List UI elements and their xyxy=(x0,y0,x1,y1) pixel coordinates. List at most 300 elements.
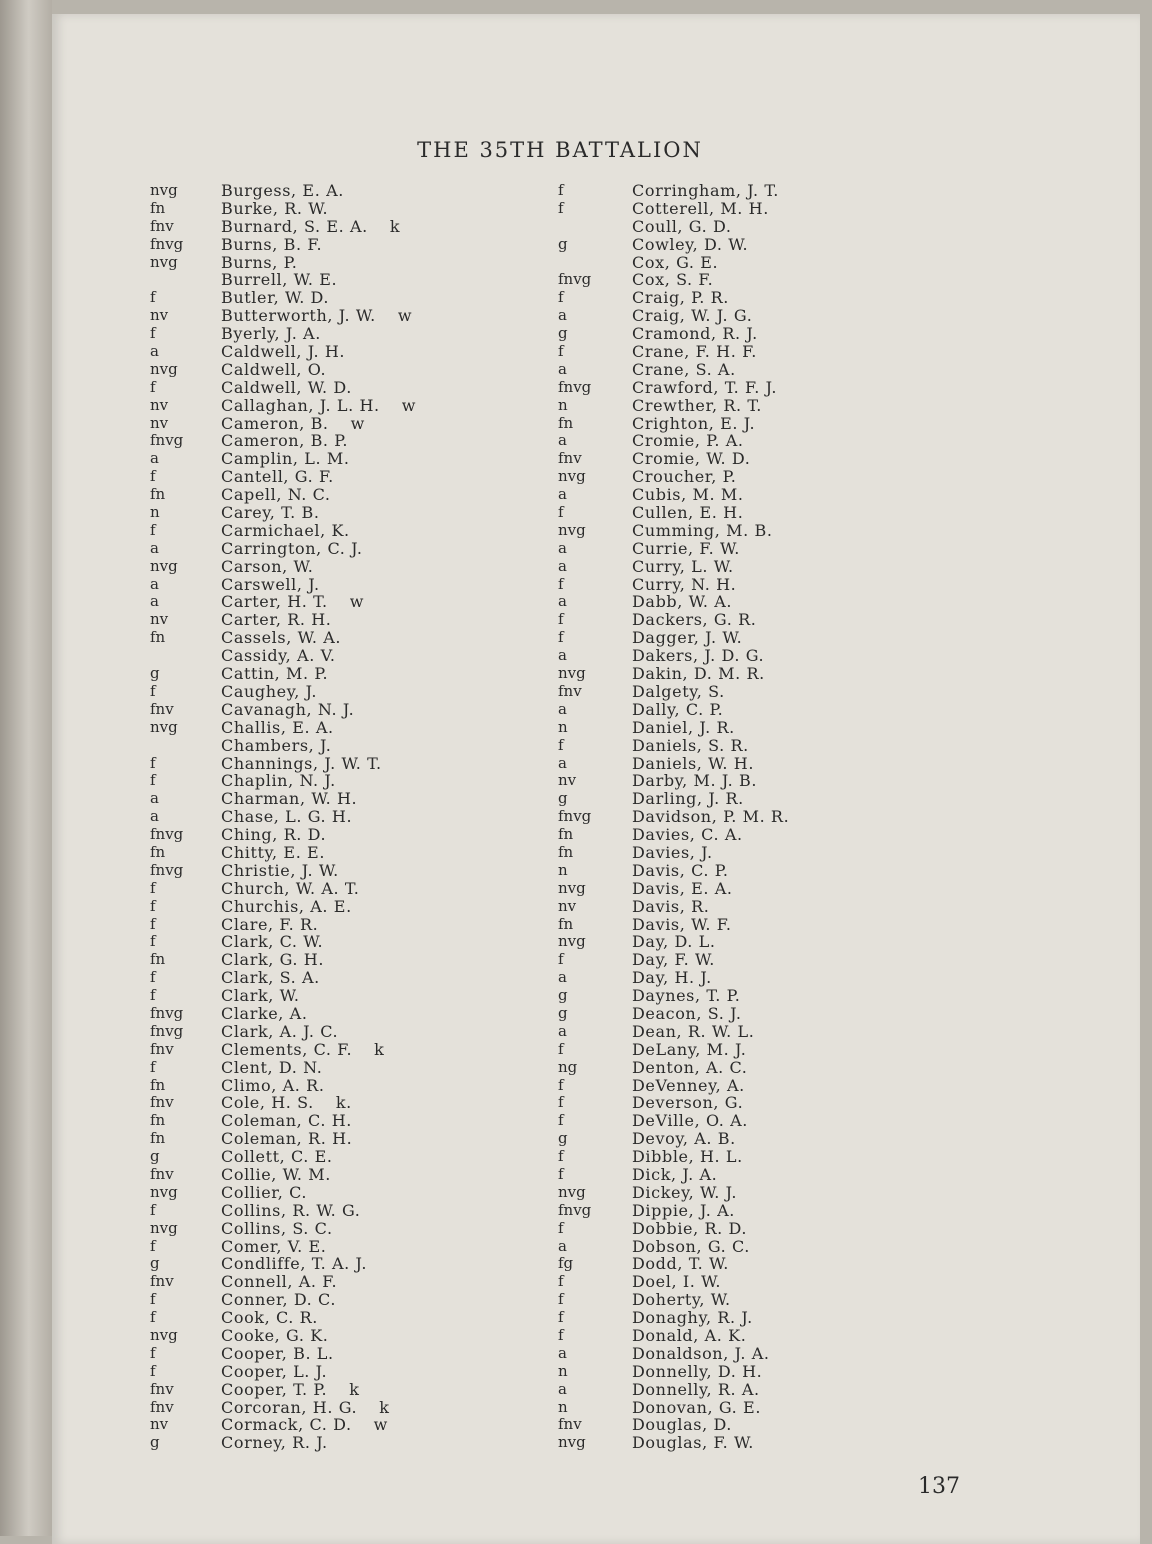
roll-entry xyxy=(150,254,570,272)
entry-name-text: Dagger, J. W. xyxy=(632,628,743,648)
entry-name-text: Daniels, S. R. xyxy=(632,735,749,755)
entry-name xyxy=(632,665,765,683)
roll-entry xyxy=(558,254,978,272)
roll-entry xyxy=(558,450,978,468)
entry-name-text: Caldwell, O. xyxy=(221,359,327,379)
roll-entry xyxy=(150,504,570,522)
roll-entry xyxy=(558,504,978,522)
entry-code: g xyxy=(558,234,568,253)
entry-name-text: Dally, C. P. xyxy=(632,699,724,719)
entry-code: fn xyxy=(558,914,574,933)
roll-entry xyxy=(150,415,570,433)
entry-code: nvg xyxy=(558,467,586,486)
entry-code: f xyxy=(150,1200,156,1219)
entry-code: a xyxy=(558,359,567,378)
entry-code: a xyxy=(558,753,567,772)
entry-name xyxy=(632,468,736,486)
entry-name-text: DeLany, M. J. xyxy=(632,1039,747,1059)
roll-entry xyxy=(150,808,570,826)
entry-name xyxy=(221,271,337,289)
roll-entry xyxy=(150,1005,570,1023)
entry-code: a xyxy=(558,431,567,450)
entry-name xyxy=(221,1041,384,1059)
entry-name xyxy=(632,1327,746,1345)
roll-entry xyxy=(150,647,570,665)
entry-name-text: Burnard, S. E. A. xyxy=(221,216,368,236)
entry-code: fnv xyxy=(150,1397,174,1416)
entry-name-text: Daynes, T. P. xyxy=(632,986,741,1006)
entry-name xyxy=(632,951,715,969)
entry-code: nv xyxy=(558,896,577,915)
entry-mark: w xyxy=(401,395,416,415)
entry-name-text: Corcoran, H. G. xyxy=(221,1397,358,1417)
roll-entry xyxy=(558,182,978,200)
entry-name-text: Day, D. L. xyxy=(632,932,716,952)
entry-name xyxy=(632,1166,717,1184)
entry-name-text: Clark, C. W. xyxy=(221,932,324,952)
roll-entry xyxy=(150,719,570,737)
entry-name-text: Davis, C. P. xyxy=(632,860,729,880)
roll-entry xyxy=(150,289,570,307)
entry-name xyxy=(632,1148,743,1166)
entry-name-text: Doherty, W. xyxy=(632,1290,731,1310)
entry-name-text: Daniels, W. H. xyxy=(632,753,755,773)
entry-name-text: Cotterell, M. H. xyxy=(632,198,769,218)
roll-entry xyxy=(558,1112,978,1130)
roll-entry xyxy=(150,1148,570,1166)
entry-code: a xyxy=(150,789,159,808)
right-roll-column xyxy=(558,182,978,1452)
roll-entry xyxy=(558,415,978,433)
entry-name xyxy=(221,307,412,325)
entry-code: nvg xyxy=(558,520,586,539)
entry-name-text: Davis, R. xyxy=(632,896,710,916)
entry-name-text: Dibble, H. L. xyxy=(632,1147,743,1167)
entry-name xyxy=(632,826,743,844)
entry-code: fnv xyxy=(150,1039,174,1058)
entry-name xyxy=(221,504,320,522)
roll-entry xyxy=(558,1023,978,1041)
entry-code: f xyxy=(558,288,564,307)
entry-name xyxy=(632,790,744,808)
entry-code: nvg xyxy=(558,1433,586,1452)
entry-name xyxy=(221,379,352,397)
entry-code: ng xyxy=(558,1057,578,1076)
entry-name xyxy=(632,969,712,987)
entry-code: n xyxy=(150,503,160,522)
roll-entry xyxy=(558,808,978,826)
entry-name xyxy=(632,1005,742,1023)
roll-entry xyxy=(558,951,978,969)
entry-code: nvg xyxy=(558,1182,586,1201)
entry-code: fn xyxy=(150,198,166,217)
entry-name xyxy=(221,629,341,647)
entry-name-text: Curry, N. H. xyxy=(632,574,737,594)
entry-name xyxy=(632,558,734,576)
entry-name-text: Dackers, G. R. xyxy=(632,610,757,630)
entry-name xyxy=(632,1041,746,1059)
roll-entry xyxy=(558,1255,978,1273)
roll-entry xyxy=(558,683,978,701)
entry-name-text: Day, H. J. xyxy=(632,968,712,988)
entry-code: g xyxy=(558,1003,568,1022)
entry-name-text: Burke, R. W. xyxy=(221,198,329,218)
entry-name-text: Cooke, G. K. xyxy=(221,1326,329,1345)
entry-name xyxy=(632,1184,737,1202)
entry-name-text: Collie, W. M. xyxy=(221,1164,331,1184)
entry-name-text: Cook, C. R. xyxy=(221,1308,318,1328)
entry-code: f xyxy=(558,1308,564,1327)
roll-entry xyxy=(150,307,570,325)
entry-name xyxy=(632,1023,754,1041)
roll-entry xyxy=(150,665,570,683)
entry-name xyxy=(632,271,713,289)
entry-code: g xyxy=(558,1129,568,1148)
entry-name xyxy=(221,880,360,898)
entry-name xyxy=(221,719,334,737)
entry-name xyxy=(221,576,320,594)
entry-mark: k xyxy=(374,1039,385,1059)
entry-name xyxy=(221,1130,352,1148)
entry-name xyxy=(632,379,777,397)
entry-name xyxy=(632,1130,736,1148)
entry-code: fn xyxy=(150,950,166,969)
entry-name-text: Cattin, M. P. xyxy=(221,664,329,684)
entry-name-text: Cox, S. F. xyxy=(632,270,714,290)
entry-code: a xyxy=(150,574,159,593)
entry-name-text: Cumming, M. B. xyxy=(632,520,773,540)
roll-entry xyxy=(150,737,570,755)
entry-name xyxy=(221,1059,322,1077)
entry-name-text: Callaghan, J. L. H. xyxy=(221,395,380,415)
entry-mark: k. xyxy=(335,1093,352,1113)
entry-code: f xyxy=(150,932,156,951)
entry-name-text: Devoy, A. B. xyxy=(632,1129,736,1149)
entry-name xyxy=(632,647,764,665)
roll-entry xyxy=(558,486,978,504)
entry-name xyxy=(632,1309,753,1327)
roll-entry xyxy=(150,1345,570,1363)
entry-name-text: Chambers, J. xyxy=(221,735,332,755)
entry-name-text: Cooper, B. L. xyxy=(221,1343,334,1363)
entry-code: f xyxy=(558,735,564,754)
roll-entry xyxy=(150,361,570,379)
entry-name-text: Cromie, W. D. xyxy=(632,449,751,469)
entry-code: a xyxy=(558,699,567,718)
roll-entry xyxy=(558,593,978,611)
roll-entry xyxy=(150,1112,570,1130)
roll-entry xyxy=(558,1077,978,1095)
roll-entry xyxy=(558,1273,978,1291)
roll-entry xyxy=(558,1220,978,1238)
entry-code: fnvg xyxy=(150,1021,184,1040)
entry-name xyxy=(221,415,365,433)
roll-entry xyxy=(558,1166,978,1184)
entry-name-text: Coleman, R. H. xyxy=(221,1129,353,1149)
roll-entry xyxy=(150,271,570,289)
roll-entry xyxy=(558,343,978,361)
entry-name xyxy=(632,880,733,898)
entry-code: f xyxy=(150,520,156,539)
roll-entry xyxy=(150,182,570,200)
roll-entry xyxy=(558,236,978,254)
entry-name-text: Charman, W. H. xyxy=(221,789,358,809)
roll-entry xyxy=(558,1184,978,1202)
entry-name-text: Conner, D. C. xyxy=(221,1290,337,1310)
entry-name xyxy=(632,1345,770,1363)
roll-entry xyxy=(558,880,978,898)
roll-entry xyxy=(150,1238,570,1256)
entry-name-text: Dickey, W. J. xyxy=(632,1182,738,1202)
roll-entry xyxy=(150,898,570,916)
entry-name xyxy=(221,1220,333,1238)
entry-name xyxy=(221,737,331,755)
entry-name xyxy=(632,450,750,468)
entry-code: a xyxy=(150,342,159,361)
roll-entry xyxy=(558,1059,978,1077)
entry-name xyxy=(632,987,740,1005)
roll-entry xyxy=(558,1202,978,1220)
entry-name-text: Dippie, J. A. xyxy=(632,1200,735,1220)
entry-code: f xyxy=(558,1075,564,1094)
entry-name xyxy=(221,1202,360,1220)
entry-name-text: Corney, R. J. xyxy=(221,1433,328,1453)
roll-entry xyxy=(150,1202,570,1220)
entry-name-text: Currie, F. W. xyxy=(632,538,740,558)
entry-name-text: Carter, H. T. xyxy=(221,592,328,612)
roll-entry xyxy=(558,719,978,737)
entry-name xyxy=(632,1077,745,1095)
entry-code: nv xyxy=(150,413,169,432)
entry-name xyxy=(221,701,354,719)
entry-name xyxy=(221,343,345,361)
entry-name-text: Crawford, T. F. J. xyxy=(632,377,778,397)
entry-code: fn xyxy=(558,842,574,861)
entry-name xyxy=(221,200,328,218)
roll-entry xyxy=(558,558,978,576)
roll-entry xyxy=(150,844,570,862)
roll-entry xyxy=(150,1220,570,1238)
entry-code: a xyxy=(558,968,567,987)
roll-entry xyxy=(558,790,978,808)
entry-name xyxy=(221,1077,325,1095)
roll-entry xyxy=(150,916,570,934)
entry-mark: k xyxy=(379,1397,390,1417)
entry-name-text: Carey, T. B. xyxy=(221,503,320,523)
page-title: THE 35TH BATTALION xyxy=(417,138,703,162)
roll-entry xyxy=(150,593,570,611)
entry-name-text: Denton, A. C. xyxy=(632,1057,748,1077)
entry-name xyxy=(221,1399,390,1417)
entry-name xyxy=(221,540,363,558)
roll-entry xyxy=(150,1327,570,1345)
entry-code: g xyxy=(150,1147,160,1166)
entry-name xyxy=(632,683,725,701)
entry-name-text: Caldwell, J. H. xyxy=(221,342,346,362)
entry-name xyxy=(632,737,749,755)
entry-name-text: Deacon, S. J. xyxy=(632,1003,742,1023)
entry-name xyxy=(221,1184,307,1202)
entry-name xyxy=(632,701,723,719)
entry-code: nvg xyxy=(558,664,586,683)
entry-code: f xyxy=(558,1147,564,1166)
entry-name xyxy=(221,468,334,486)
roll-entry xyxy=(150,1399,570,1417)
entry-name-text: Davidson, P. M. R. xyxy=(632,807,790,827)
entry-name xyxy=(632,325,758,343)
entry-name xyxy=(221,254,297,272)
roll-entry xyxy=(558,1291,978,1309)
entry-code: g xyxy=(558,789,568,808)
entry-code: fnvg xyxy=(558,1200,592,1219)
entry-name-text: Dobson, G. C. xyxy=(632,1236,750,1256)
roll-entry xyxy=(558,379,978,397)
entry-code: f xyxy=(150,1308,156,1327)
page-number: 137 xyxy=(918,1474,960,1499)
entry-code: f xyxy=(558,610,564,629)
entry-name-text: Burns, B. F. xyxy=(221,234,323,254)
entry-name-text: Cramond, R. J. xyxy=(632,324,758,344)
entry-name xyxy=(221,397,416,415)
entry-name-text: Cowley, D. W. xyxy=(632,234,749,254)
entry-name-text: Chitty, E. E. xyxy=(221,842,326,862)
entry-code: f xyxy=(150,878,156,897)
roll-entry xyxy=(150,450,570,468)
entry-code: fn xyxy=(150,628,166,647)
entry-name xyxy=(632,236,748,254)
entry-code: f xyxy=(558,1272,564,1291)
entry-name-text: Cormack, C. D. xyxy=(221,1415,352,1435)
roll-entry xyxy=(150,790,570,808)
roll-entry xyxy=(558,844,978,862)
roll-entry xyxy=(558,1416,978,1434)
roll-entry xyxy=(558,629,978,647)
entry-code: fnv xyxy=(558,1415,582,1434)
entry-mark: w xyxy=(349,592,365,612)
entry-name xyxy=(221,826,326,844)
entry-name xyxy=(632,1112,748,1130)
roll-entry xyxy=(558,218,978,236)
entry-code: nvg xyxy=(150,1218,178,1237)
entry-name-text: Burns, P. xyxy=(221,252,298,272)
entry-code: f xyxy=(558,1326,564,1344)
entry-name-text: Davies, J. xyxy=(632,842,713,862)
entry-name xyxy=(221,755,382,773)
entry-name xyxy=(632,289,729,307)
entry-name-text: Crane, S. A. xyxy=(632,359,736,379)
entry-code: nvg xyxy=(150,556,178,575)
entry-name-text: Dabb, W. A. xyxy=(632,592,733,612)
entry-code: a xyxy=(558,306,567,325)
entry-code: f xyxy=(558,628,564,647)
entry-code: n xyxy=(558,860,568,879)
entry-name-text: Daniel, J. R. xyxy=(632,717,735,737)
roll-entry xyxy=(150,880,570,898)
entry-name xyxy=(221,862,339,880)
entry-name xyxy=(632,1363,762,1381)
entry-name xyxy=(221,1166,331,1184)
entry-name xyxy=(632,611,756,629)
entry-name-text: Dobbie, R. D. xyxy=(632,1218,748,1238)
entry-code: f xyxy=(558,181,564,199)
roll-entry xyxy=(558,468,978,486)
entry-name xyxy=(632,844,713,862)
entry-name xyxy=(221,1273,337,1291)
entry-mark: w xyxy=(397,306,413,326)
entry-name xyxy=(221,1345,334,1363)
entry-code: fnvg xyxy=(558,377,592,396)
entry-code: a xyxy=(558,1021,567,1040)
entry-name xyxy=(632,361,736,379)
entry-name-text: Dodd, T. W. xyxy=(632,1254,729,1274)
entry-code: g xyxy=(150,1254,160,1273)
roll-entry xyxy=(150,1184,570,1202)
entry-code: f xyxy=(150,377,156,396)
entry-code: f xyxy=(558,342,564,361)
entry-name-text: Cubis, M. M. xyxy=(632,485,744,505)
entry-code: nvg xyxy=(150,359,178,378)
roll-entry xyxy=(558,665,978,683)
entry-name-text: Douglas, D. xyxy=(632,1415,732,1435)
entry-name-text: Donald, A. K. xyxy=(632,1326,747,1345)
entry-code: f xyxy=(558,503,564,522)
roll-entry xyxy=(150,1363,570,1381)
entry-name-text: Clements, C. F. xyxy=(221,1039,353,1059)
entry-name xyxy=(221,772,336,790)
entry-name xyxy=(221,898,352,916)
entry-name xyxy=(221,361,326,379)
entry-name xyxy=(221,1291,336,1309)
entry-code: f xyxy=(150,681,156,700)
roll-entry xyxy=(150,236,570,254)
entry-name-text: Crane, F. H. F. xyxy=(632,342,757,362)
roll-entry xyxy=(150,379,570,397)
entry-name-text: Channings, J. W. T. xyxy=(221,753,382,773)
entry-code: f xyxy=(558,1218,564,1237)
entry-name-text: Crighton, E. J. xyxy=(632,413,756,433)
entry-name-text: Croucher, P. xyxy=(632,467,737,487)
entry-name xyxy=(632,1381,760,1399)
entry-name xyxy=(221,647,336,665)
roll-entry xyxy=(150,486,570,504)
roll-entry xyxy=(558,862,978,880)
entry-name xyxy=(221,1309,318,1327)
entry-name-text: Dick, J. A. xyxy=(632,1164,718,1184)
entry-name-text: Clare, F. R. xyxy=(221,914,319,934)
roll-entry xyxy=(150,1434,570,1452)
entry-code: fn xyxy=(150,842,166,861)
entry-name xyxy=(632,593,732,611)
entry-name xyxy=(632,862,729,880)
roll-entry xyxy=(558,611,978,629)
entry-name-text: Condliffe, T. A. J. xyxy=(221,1254,368,1274)
entry-name-text: Clark, A. J. C. xyxy=(221,1021,339,1041)
entry-name xyxy=(221,683,317,701)
roll-entry xyxy=(558,898,978,916)
entry-name-text: Burrell, W. E. xyxy=(221,270,338,290)
entry-name xyxy=(221,486,331,504)
entry-name-text: Ching, R. D. xyxy=(221,825,327,845)
entry-name xyxy=(221,236,322,254)
entry-code: f xyxy=(150,896,156,915)
entry-name xyxy=(221,325,321,343)
entry-name xyxy=(632,307,752,325)
entry-name xyxy=(221,1094,352,1112)
roll-entry xyxy=(558,916,978,934)
entry-name-text: Cassidy, A. V. xyxy=(221,646,336,666)
entry-name-text: Day, F. W. xyxy=(632,950,715,970)
entry-code: f xyxy=(558,198,564,217)
